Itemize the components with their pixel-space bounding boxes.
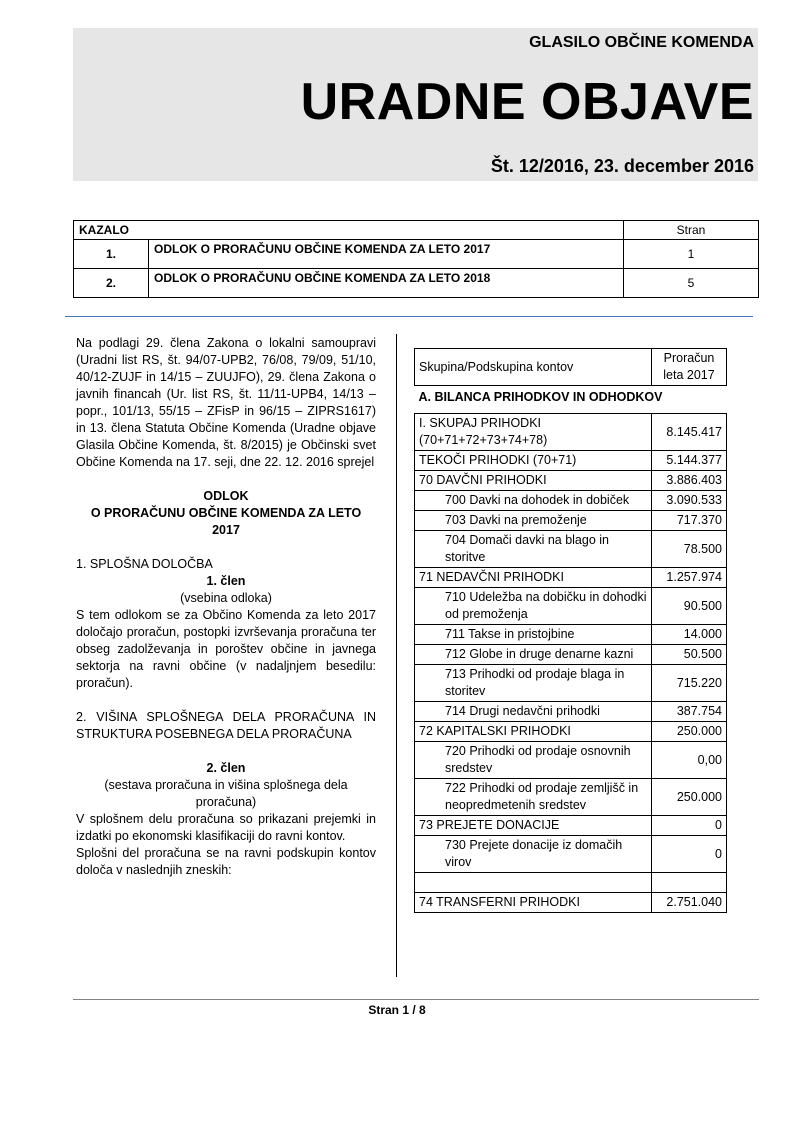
masthead [73,28,758,181]
footer-divider [73,999,759,1000]
budget-row-label: I. SKUPAJ PRIHODKI (70+71+72+73+74+78) [415,414,652,451]
budget-row-amount: 717.370 [652,511,727,531]
article-2-text-1: V splošnem delu proračuna so prikazani prejemki in izdatki po ekonomski klasifikaciji do ravni kontov. [76,812,376,843]
budget-row-amount: 2.751.040 [652,893,727,913]
budget-row-amount: 250.000 [652,722,727,742]
budget-row-amount: 78.500 [652,531,727,568]
budget-row-amount: 0 [652,836,727,873]
budget-row-label: TEKOČI PRIHODKI (70+71) [415,451,652,471]
budget-row [415,414,727,451]
budget-row [415,588,727,625]
budget-row-label [415,873,652,893]
budget-row-amount: 715.220 [652,665,727,702]
toc-page-heading: Stran [624,221,759,240]
budget-row-amount: 3.886.403 [652,471,727,491]
budget-row-amount: 0,00 [652,742,727,779]
budget-row-label: 73 PREJETE DONACIJE [415,816,652,836]
article-1-subheading: (vsebina odloka) [180,591,272,605]
budget-row-label: 710 Udeležba na dobičku in dohodki od premoženja [415,588,652,625]
budget-row-amount: 0 [652,816,727,836]
issue-info: Št. 12/2016, 23. december 2016 [490,156,754,176]
page-number: Stran 1 / 8 [368,1003,426,1017]
budget-row-label: 711 Takse in pristojbine [415,625,652,645]
budget-row-label: 70 DAVČNI PRIHODKI [415,471,652,491]
toc-heading: KAZALO [74,221,624,240]
budget-row-label: 700 Davki na dohodek in dobiček [415,491,652,511]
budget-row [415,645,727,665]
article-2-text-2: Splošni del proračuna se na ravni podskupin kontov določa v naslednjih zneskih: [76,846,376,877]
publication-title: URADNE OBJAVE [300,73,754,131]
decree-title: ODLOK [203,489,249,503]
budget-row-label: 714 Drugi nedavčni prihodki [415,702,652,722]
toc-item-number: 1. [74,240,149,269]
budget-row-label: 74 TRANSFERNI PRIHODKI [415,893,652,913]
budget-row-label: 703 Davki na premoženje [415,511,652,531]
budget-row [415,491,727,511]
budget-row-label: 72 KAPITALSKI PRIHODKI [415,722,652,742]
budget-row-amount: 387.754 [652,702,727,722]
toc-item[interactable] [74,240,759,269]
budget-row [415,511,727,531]
budget-col-group: Skupina/Podskupina kontov [415,349,652,386]
table-of-contents [73,220,759,298]
budget-row [415,625,727,645]
toc-item-title[interactable]: ODLOK O PRORAČUNU OBČINE KOMENDA ZA LETO 2018 [149,269,624,298]
budget-row [415,893,727,913]
budget-row [415,816,727,836]
section-divider [65,316,753,317]
article-1-text: S tem odlokom se za Občino Komenda za leto 2017 določajo proračun, postopki izvrševanja proračuna ter obseg zadolževanja in poroštev občine in javnega sektorja na ravni občine (v nadaljnjem besedilu: proračun). [76,608,376,690]
decree-subtitle: O PRORAČUNU OBČINE KOMENDA ZA LETO 2017 [90,506,362,537]
budget-row-label: 71 NEDAVČNI PRIHODKI [415,568,652,588]
budget-row-amount: 8.145.417 [652,414,727,451]
publisher-name: GLASILO OBČINE KOMENDA [529,34,754,51]
budget-row-amount: 50.500 [652,645,727,665]
preamble: Na podlagi 29. člena Zakona o lokalni samoupravi (Uradni list RS, št. 94/07-UPB2, 76/08, 79/09, 51/10, 40/12-ZUJF in 14/15 – ZUUJFO), 29. člena Zakona o javnih financah (Ur. list RS, št. 11/11-UPB4, 14/13 – popr., 101/13, 55/15 – ZFisP in 96/15 – ZIPRS1617) in 13. člena Statuta Občine Komenda (Uradne objave Glasila Občine Komenda, št. 8/2015) je Občinski svet Občine Komenda na 17. seji, dne 22. 12. 2016 sprejel [76,336,376,469]
budget-row-amount [652,873,727,893]
article-2-subheading: (sestava proračuna in višina splošnega dela proračuna) [104,778,348,809]
budget-row-amount: 250.000 [652,779,727,816]
section-heading-1: 1. SPLOŠNA DOLOČBA [76,557,213,571]
budget-row [415,836,727,873]
toc-item-page: 5 [624,269,759,298]
budget-row-amount: 3.090.533 [652,491,727,511]
budget-section-heading: A. BILANCA PRIHODKOV IN ODHODKOV [418,390,663,404]
budget-row-label: 713 Prihodki od prodaje blaga in storitev [415,665,652,702]
budget-row [415,873,727,893]
budget-row-amount: 14.000 [652,625,727,645]
budget-row [415,779,727,816]
article-1-heading: 1. člen [206,574,246,588]
budget-row [415,722,727,742]
toc-item-title[interactable]: ODLOK O PRORAČUNU OBČINE KOMENDA ZA LETO 2017 [149,240,624,269]
budget-row [415,471,727,491]
article-2-heading: 2. člen [206,761,246,775]
budget-col-amount: Proračun leta 2017 [652,349,727,386]
budget-row [415,451,727,471]
budget-row [415,531,727,568]
budget-row-label: 722 Prihodki od prodaje zemljišč in neopredmetenih sredstev [415,779,652,816]
budget-row-amount: 1.257.974 [652,568,727,588]
budget-row-amount: 90.500 [652,588,727,625]
budget-row [415,665,727,702]
budget-table [414,348,727,913]
budget-row [415,742,727,779]
toc-item-page: 1 [624,240,759,269]
budget-row-label: 704 Domači davki na blago in storitve [415,531,652,568]
section-heading-2: 2. VIŠINA SPLOŠNEGA DELA PRORAČUNA IN STRUKTURA POSEBNEGA DELA PRORAČUNA [76,710,376,741]
left-column [76,335,376,879]
column-divider [396,334,397,977]
budget-row-label: 712 Globe in druge denarne kazni [415,645,652,665]
budget-row [415,568,727,588]
budget-row [415,702,727,722]
toc-item-number: 2. [74,269,149,298]
toc-item[interactable] [74,269,759,298]
budget-row-label: 730 Prejete donacije iz domačih virov [415,836,652,873]
budget-row-label: 720 Prihodki od prodaje osnovnih sredstev [415,742,652,779]
budget-row-amount: 5.144.377 [652,451,727,471]
